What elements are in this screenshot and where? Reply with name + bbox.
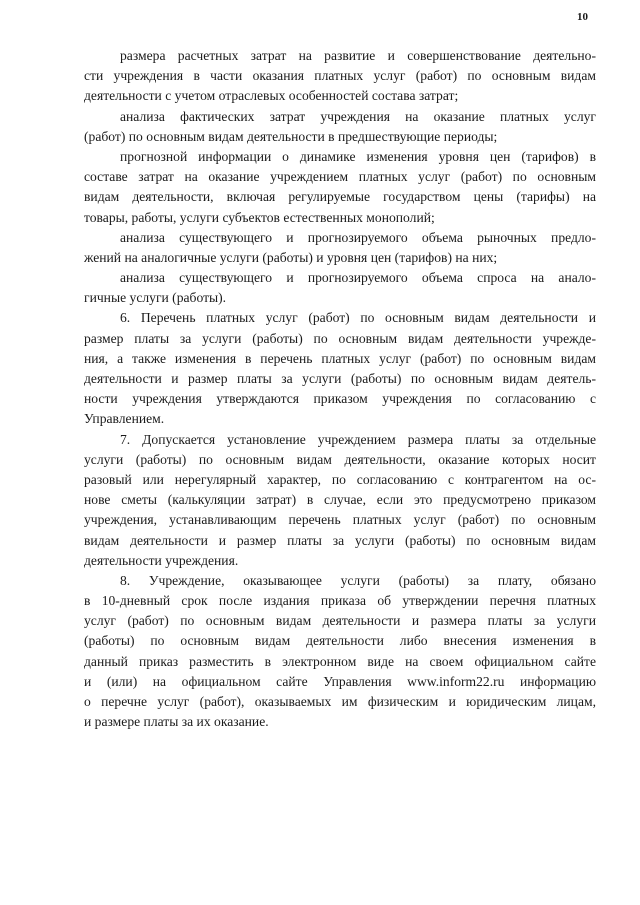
text-line: жений на аналогичные услуги (работы) и уровня цен (тарифов) на них; xyxy=(84,249,498,265)
paragraph-6-line: ности учреждения утверждаются приказом учреждения по согласованию с xyxy=(84,391,596,407)
paragraph-8-line: в 10-дневный срок после издания приказа об утверждении перечня платных xyxy=(84,593,596,609)
text-line: товары, работы, услуги субъектов естественных монополий; xyxy=(84,209,435,225)
paragraph-6-line: деятельности и размер платы за услуги (работы) по основным видам деятель- xyxy=(84,371,596,386)
text-line: (работ) по основным видам деятельности в предшествующие периоды; xyxy=(84,128,498,144)
paragraph-7-line: нове сметы (калькуляции затрат) в случае, если это предусмотрено приказом xyxy=(84,492,596,508)
paragraph-7-line: учреждения, устанавливающим перечень платных услуг (работ) по основным xyxy=(84,512,596,528)
paragraph-6-line: размер платы за услуги (работы) по основным видам деятельности учрежде- xyxy=(84,330,596,346)
paragraph-7-line: услуги (работы) по основным видам деятельности, оказание которых носит xyxy=(84,451,596,467)
paragraph-7-line: 7. Допускается установление учреждением размера платы за отдельные xyxy=(120,431,596,447)
paragraph-8-line: и размере платы за их оказание. xyxy=(84,714,269,730)
paragraph-7-line: деятельности учреждения. xyxy=(84,552,239,568)
paragraph-6-line: Управлением. xyxy=(84,411,165,427)
text-line: анализа существующего и прогнозируемого объема спроса на анало- xyxy=(120,270,596,286)
paragraph-6-line: 6. Перечень платных услуг (работ) по основным видам деятельности и xyxy=(120,310,596,326)
paragraph-8-line: о перечне услуг (работ), оказываемых им физическим и юридическим лицам, xyxy=(84,694,596,709)
paragraph-8-line: данный приказ разместить в электронном виде на своем официальном сайте xyxy=(84,653,596,669)
paragraph-6-line: ния, а также изменения в перечень платных услуг (работ) по основным видам xyxy=(84,350,596,366)
paragraph-8-line: 8. Учреждение, оказывающее услуги (работы) за плату, обязано xyxy=(120,572,596,588)
text-line: анализа фактических затрат учреждения на оказание платных услуг xyxy=(120,108,596,124)
text-line: составе затрат на оказание учреждением платных услуг (работ) по основным xyxy=(84,169,596,185)
page-number: 10 xyxy=(577,11,588,23)
text-line: анализа существующего и прогнозируемого объема рыночных предло- xyxy=(120,229,596,245)
paragraph-8-line: услуг (работ) по основным видам деятельности и размера платы за услуги xyxy=(84,613,596,629)
paragraph-7-line: видам деятельности и размер платы за услуги (работы) по основным видам xyxy=(84,532,596,548)
text-line: прогнозной информации о динамике изменения уровня цен (тарифов) в xyxy=(120,148,596,164)
text-line: деятельности с учетом отраслевых особенностей состава затрат; xyxy=(84,88,459,104)
text-line: видам деятельности, включая регулируемые государством цены (тарифы) на xyxy=(84,189,596,205)
text-line: гичные услуги (работы). xyxy=(84,290,227,306)
paragraph-7-line: разовый или нерегулярный характер, по согласованию с контрагентом на ос- xyxy=(84,471,596,487)
text-line: размера расчетных затрат на развитие и совершенствование деятельно- xyxy=(120,48,596,63)
text-line: сти учреждения в части оказания платных услуг (работ) по основным видам xyxy=(84,68,596,84)
paragraph-8-line: (работы) по основным видам деятельности либо внесения изменения в xyxy=(84,633,596,649)
document-body xyxy=(84,46,596,732)
paragraph-8-line: и (или) на официальном сайте Управления www.inform22.ru информацию xyxy=(84,673,596,689)
